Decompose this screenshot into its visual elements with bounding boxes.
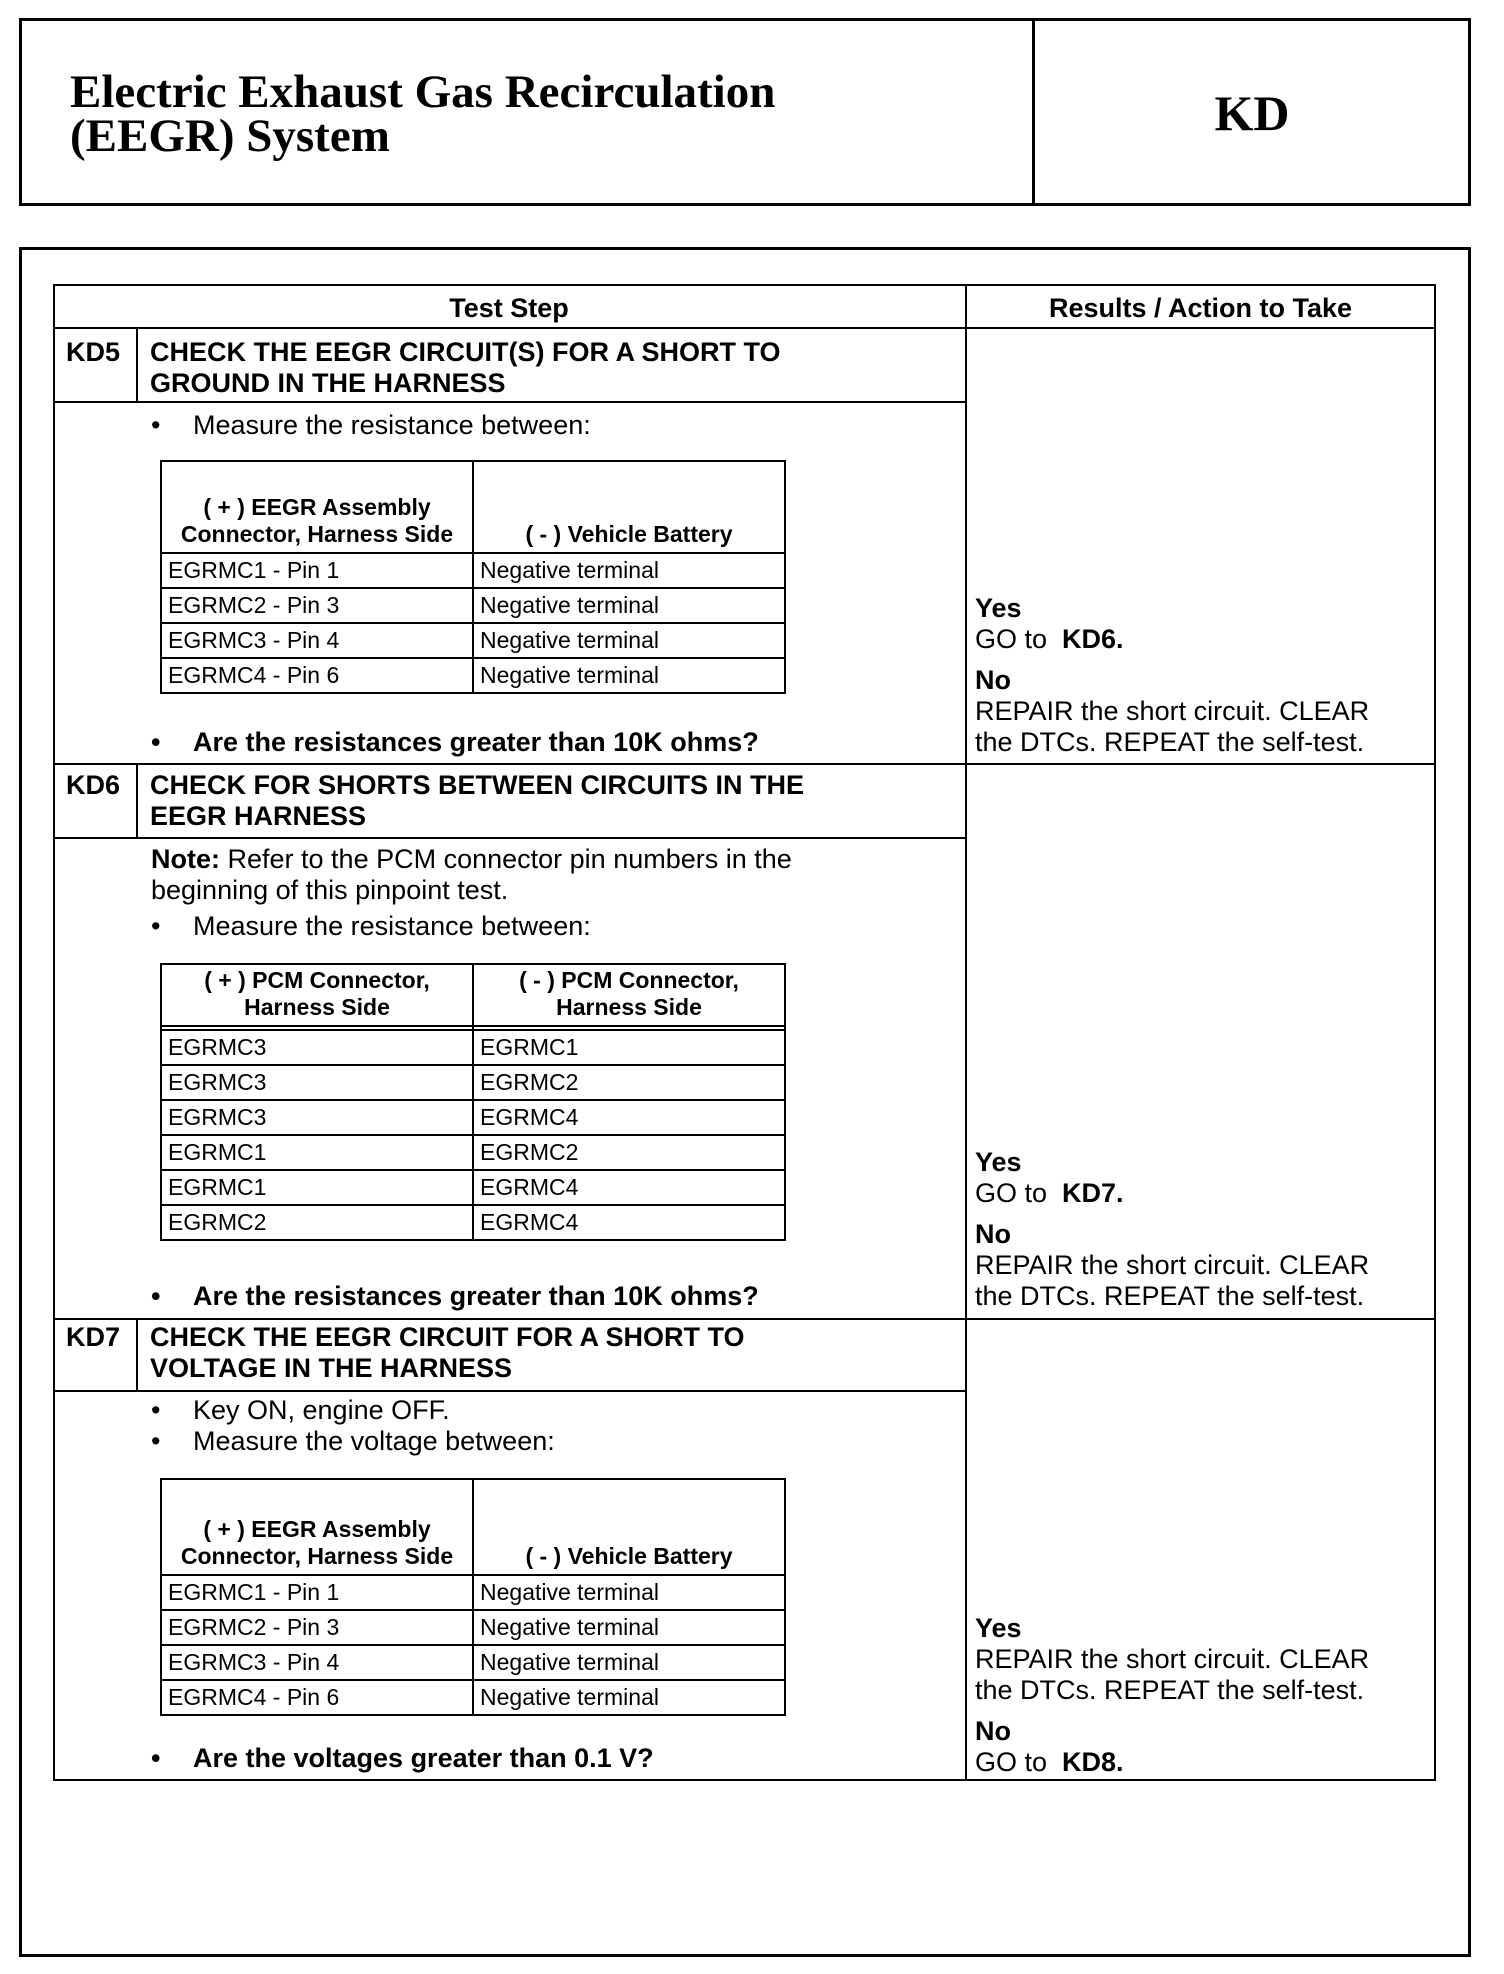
cell: EGRMC2 - Pin 3 <box>161 588 473 623</box>
section-code: KD <box>1214 85 1290 141</box>
measurement-table <box>160 1478 786 1716</box>
bullet-list <box>151 1395 555 1457</box>
measurement-table <box>160 460 786 694</box>
step-title <box>150 337 781 399</box>
step-title-divider <box>53 1390 965 1392</box>
cell: EGRMC2 - Pin 3 <box>161 1610 473 1645</box>
cell: EGRMC4 <box>473 1170 785 1205</box>
cell: Negative terminal <box>473 1680 785 1715</box>
sub-header: ( - ) PCM Connector, Harness Side <box>473 964 785 1026</box>
no-action: REPAIR the short circuit. CLEAR <box>975 1250 1370 1280</box>
results-kd5 <box>975 593 1369 758</box>
step-id: KD5 <box>66 337 121 367</box>
yes-action <box>975 624 1369 655</box>
header-row-divider <box>53 327 1436 329</box>
bullet-text: Measure the voltage between: <box>193 1426 555 1456</box>
action-text: GO to <box>975 1747 1048 1777</box>
note-text: Refer to the PCM connector pin numbers in the <box>227 844 792 874</box>
step-title-divider <box>53 837 965 839</box>
results-kd6 <box>975 1147 1369 1312</box>
no-label: No <box>975 1716 1011 1746</box>
results-kd7 <box>975 1613 1369 1778</box>
row-divider <box>53 763 1436 765</box>
page-title <box>70 66 776 162</box>
step-title-line: VOLTAGE IN THE HARNESS <box>150 1353 513 1383</box>
sub-header: ( + ) EEGR Assembly Connector, Harness Side <box>161 1479 473 1575</box>
question-text: Are the resistances greater than 10K ohms? <box>193 727 759 757</box>
cell: Negative terminal <box>473 1575 785 1610</box>
step-title-line: CHECK THE EEGR CIRCUIT FOR A SHORT TO <box>150 1322 745 1352</box>
title-line-2: (EEGR) System <box>70 110 390 162</box>
title-line-1: Electric Exhaust Gas Recirculation <box>70 66 776 118</box>
sub-header: ( - ) Vehicle Battery <box>473 461 785 553</box>
sub-header: ( + ) EEGR Assembly Connector, Harness Side <box>161 461 473 553</box>
no-label: No <box>975 665 1011 695</box>
cell: Negative terminal <box>473 1645 785 1680</box>
yes-label: Yes <box>975 593 1022 623</box>
question-text: Are the resistances greater than 10K ohms? <box>193 1281 759 1311</box>
bullet-text: Key ON, engine OFF. <box>193 1395 450 1425</box>
cell: EGRMC3 <box>161 1065 473 1100</box>
cell: Negative terminal <box>473 553 785 588</box>
action-text: GO to <box>975 624 1048 654</box>
bullet-text: Measure the resistance between: <box>193 911 591 941</box>
question: • Are the voltages greater than 0.1 V? <box>151 1743 654 1773</box>
question: • Are the resistances greater than 10K ohms? <box>151 1281 759 1311</box>
step-id-divider <box>136 763 138 837</box>
step-title-line: EEGR HARNESS <box>150 801 367 831</box>
step-title-line: GROUND IN THE HARNESS <box>150 368 506 398</box>
cell: EGRMC1 <box>473 1030 785 1065</box>
goto-link[interactable]: KD8. <box>1062 1747 1124 1777</box>
cell: EGRMC4 - Pin 6 <box>161 1680 473 1715</box>
step-id: KD7 <box>66 1322 121 1352</box>
column-divider <box>965 284 967 1781</box>
goto-link[interactable]: KD7. <box>1062 1178 1124 1208</box>
cell: Negative terminal <box>473 623 785 658</box>
step-title-divider <box>53 401 965 403</box>
bullet-item: • Measure the voltage between: <box>151 1426 555 1456</box>
no-action: the DTCs. REPEAT the self-test. <box>975 1281 1365 1311</box>
bullet-item: • Measure the resistance between: <box>151 410 591 440</box>
step-title-line: CHECK THE EEGR CIRCUIT(S) FOR A SHORT TO <box>150 337 781 367</box>
cell: EGRMC3 - Pin 4 <box>161 1645 473 1680</box>
cell: EGRMC1 <box>161 1170 473 1205</box>
note-label: Note: <box>151 844 220 874</box>
cell: EGRMC2 <box>161 1205 473 1240</box>
cell: Negative terminal <box>473 588 785 623</box>
cell: Negative terminal <box>473 658 785 693</box>
no-action: the DTCs. REPEAT the self-test. <box>975 727 1365 757</box>
sub-header: ( + ) PCM Connector, Harness Side <box>161 964 473 1026</box>
cell: EGRMC1 - Pin 1 <box>161 553 473 588</box>
no-label: No <box>975 1219 1011 1249</box>
cell: EGRMC3 <box>161 1030 473 1065</box>
no-action <box>975 1747 1369 1778</box>
cell: EGRMC3 - Pin 4 <box>161 623 473 658</box>
note-text: beginning of this pinpoint test. <box>151 875 509 905</box>
measurement-table <box>160 963 786 1241</box>
cell: EGRMC2 <box>473 1135 785 1170</box>
cell: EGRMC4 <box>473 1100 785 1135</box>
step-id-divider <box>136 1318 138 1390</box>
header-test-step: Test Step <box>449 293 569 323</box>
step-title-line: CHECK FOR SHORTS BETWEEN CIRCUITS IN THE <box>150 770 805 800</box>
note <box>151 844 792 906</box>
yes-action <box>975 1178 1369 1209</box>
cell: EGRMC4 <box>473 1205 785 1240</box>
cell: EGRMC1 <box>161 1135 473 1170</box>
yes-action: the DTCs. REPEAT the self-test. <box>975 1675 1365 1705</box>
goto-link[interactable]: KD6. <box>1062 624 1124 654</box>
cell: EGRMC4 - Pin 6 <box>161 658 473 693</box>
question: • Are the resistances greater than 10K ohms? <box>151 727 759 757</box>
bullet-text: Measure the resistance between: <box>193 410 591 440</box>
yes-action: REPAIR the short circuit. CLEAR <box>975 1644 1370 1674</box>
question-text: Are the voltages greater than 0.1 V? <box>193 1743 654 1773</box>
cell: EGRMC1 - Pin 1 <box>161 1575 473 1610</box>
step-title <box>150 1322 745 1384</box>
step-title <box>150 770 804 832</box>
step-id: KD6 <box>66 770 121 800</box>
row-divider <box>53 1318 1436 1320</box>
yes-label: Yes <box>975 1147 1022 1177</box>
bullet-item: • Measure the resistance between: <box>151 911 591 941</box>
sub-header: ( - ) Vehicle Battery <box>473 1479 785 1575</box>
cell: EGRMC2 <box>473 1065 785 1100</box>
no-action: REPAIR the short circuit. CLEAR <box>975 696 1370 726</box>
header-results: Results / Action to Take <box>1048 293 1353 323</box>
cell: EGRMC3 <box>161 1100 473 1135</box>
cell: Negative terminal <box>473 1610 785 1645</box>
step-id-divider <box>136 327 138 401</box>
yes-label: Yes <box>975 1613 1022 1643</box>
action-text: GO to <box>975 1178 1048 1208</box>
bullet-item: • Key ON, engine OFF. <box>151 1395 450 1425</box>
